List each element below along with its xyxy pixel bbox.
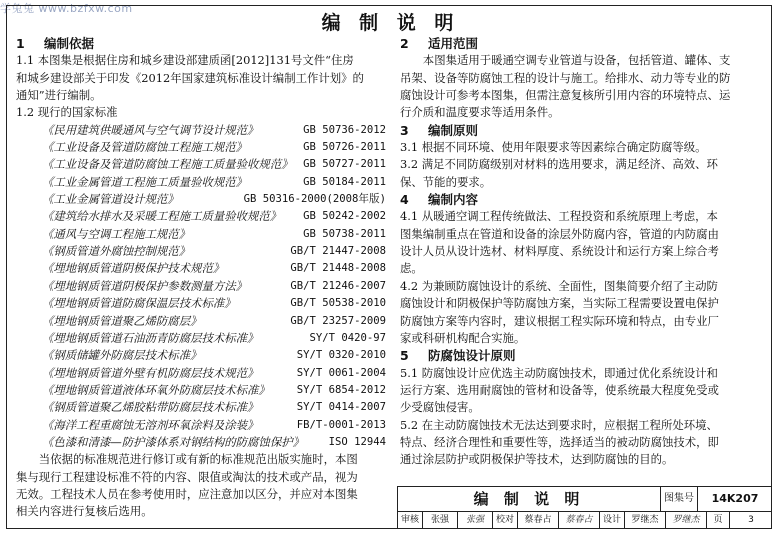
left-column [16, 35, 386, 521]
section-2-line-3: 腐蚀设计可参考本图集，但需注意复核所引用内容的环境特点、运 [400, 88, 731, 103]
standard-code: FB/T-0001-2013 [296, 418, 386, 431]
section-3-item-1: 3.1 根据不同环境、使用年限要求等因素综合确定防腐等级。 [400, 140, 707, 155]
standard-code: GB/T 21448-2008 [290, 262, 386, 275]
paragraph-4-2-line-2: 腐蚀设计和阴极保护等防腐蚀方案，当实际工程需要设置电保护 [400, 296, 719, 311]
section-2-line-2: 吊架、设备等防腐蚀工程的设计与施工。给排水、动力等专业的防 [400, 70, 731, 85]
paragraph-1-1-line-2: 和城乡建设部关于印发《2012年国家建筑标准设计编制工作计划》的 [16, 70, 364, 85]
section-4-heading [400, 191, 760, 208]
title-block [397, 486, 772, 529]
standard-name: 《民用建筑供暖通风与空气调节设计规范》 [42, 122, 259, 137]
paragraph-5-2-line-2: 特点、经济合理性和重要性等，选择适当的被动防腐蚀技术，即 [400, 434, 719, 449]
standard-code: SY/T 6854-2012 [296, 383, 386, 396]
standard-code: GB 50316-2000(2008年版) [243, 193, 386, 206]
standard-code: GB/T 21447-2008 [290, 245, 386, 258]
section-4-number: 4 [400, 192, 409, 208]
section-3-heading [400, 122, 760, 139]
standard-name: 《埋地钢质管道阴极保护技术规范》 [42, 261, 225, 276]
standard-row [16, 417, 386, 434]
design-label: 设计 [600, 512, 625, 529]
standard-row [16, 174, 386, 191]
standard-row [16, 226, 386, 243]
standard-name: 《建筑给水排水及采暖工程施工质量验收规范》 [42, 209, 282, 224]
standard-code: SY/T 0414-2007 [296, 401, 386, 414]
standard-name: 《埋地钢质管道石油沥青防腐层技术标准》 [42, 330, 259, 345]
designer-name: 罗继杰 [625, 512, 666, 529]
section-3-number: 3 [400, 122, 409, 138]
standard-name: 《工业金属管道工程施工质量验收规范》 [42, 174, 248, 189]
paragraph-4-1-line-2: 图集编制重点在管道和设备的涂层外防腐内容，管道的内防腐由 [400, 226, 719, 241]
standard-code: SY/T 0420-97 [309, 331, 386, 344]
atlas-number: 14K207 [711, 492, 759, 505]
section-4-title: 编制内容 [428, 192, 479, 208]
standard-row [16, 243, 386, 260]
standard-name: 《埋地钢质管道外壁有机防腐层技术规范》 [42, 365, 259, 380]
standard-name: 《钢质管道外腐蚀控制规范》 [42, 244, 191, 259]
paragraph-5-1-line-3: 少受腐蚀侵害。 [400, 400, 480, 415]
standard-code: GB/T 23257-2009 [290, 314, 386, 327]
page-number: 3 [748, 515, 754, 525]
section-2-number: 2 [400, 36, 409, 51]
standard-name: 《通风与空调工程施工规范》 [42, 226, 191, 241]
section-5-heading [400, 347, 760, 364]
standard-code: GB 50736-2012 [303, 123, 386, 136]
standard-row [16, 434, 386, 451]
paragraph-4-1-line-1: 4.1 从暖通空调工程传统做法、工程投资和系统原理上考虑，本 [400, 209, 718, 224]
paragraph-1-1-line-3: 通知”进行编制。 [16, 88, 102, 103]
paragraph-4-2-line-1: 4.2 为兼顾防腐蚀设计的系统、全面性，图集简要介绍了主动防 [400, 278, 718, 293]
standard-name: 《工业设备及管道防腐蚀工程施工质量验收规范》 [42, 157, 293, 172]
note-line-1: 当依据的标准规范进行修订或有新的标准规范出版实施时，本图 [38, 452, 358, 467]
atlas-number-label: 图集号 [661, 487, 698, 511]
standard-row [16, 278, 386, 295]
standard-row [16, 191, 386, 208]
standard-code: ISO 12944 [328, 435, 386, 448]
standard-name: 《钢质储罐外防腐层技术标准》 [42, 348, 202, 363]
standard-code: GB/T 21246-2007 [290, 279, 386, 292]
standard-code: GB 50726-2011 [303, 141, 386, 154]
section-3-item-2-cont: 保、节能的要求。 [400, 174, 492, 189]
section-1-title: 编制依据 [44, 36, 95, 51]
checker-name: 蔡春占 [518, 512, 559, 529]
standard-row [16, 208, 386, 225]
standard-code: SY/T 0061-2004 [296, 366, 386, 379]
section-1-heading [16, 35, 386, 52]
note-line-4: 相关内容进行复核后选用。 [16, 504, 153, 519]
standard-name: 《色漆和清漆—防护漆体系对钢结构的防腐蚀保护》 [42, 434, 304, 449]
reviewer-signature: 张强 [458, 512, 493, 529]
section-1-number: 1 [16, 36, 25, 51]
note-line-3: 无效。工程技术人员在参考使用时，应注意加以区分，并应对本图集 [16, 486, 358, 501]
check-label: 校对 [493, 512, 518, 529]
standard-code: GB 50738-2011 [303, 227, 386, 240]
page-label: 页 [707, 512, 730, 529]
standard-row [16, 313, 386, 330]
section-5-title: 防腐蚀设计原则 [428, 348, 516, 364]
checker-signature: 蔡春占 [559, 512, 600, 529]
paragraph-4-2-line-4: 家或科研机构配合实施。 [400, 330, 526, 345]
standard-row [16, 382, 386, 399]
standard-code: SY/T 0320-2010 [296, 349, 386, 362]
standard-name: 《埋地钢质管道液体环氧外防腐层技术标准》 [42, 382, 270, 397]
designer-signature: 罗继杰 [666, 512, 707, 529]
standard-name: 《埋地钢质管道防腐保温层技术标准》 [42, 296, 236, 311]
standard-row [16, 260, 386, 277]
section-2-title: 适用范围 [428, 36, 479, 51]
paragraph-5-1-line-2: 运行方案、选用耐腐蚀的管材和设备等，使系统最大程度免受或 [400, 382, 719, 397]
standard-row [16, 399, 386, 416]
section-2-line-1: 本图集适用于暖通空调专业管道与设备，包括管道、罐体、支 [422, 53, 731, 68]
standard-name: 《海洋工程重腐蚀无溶剂环氧涂料及涂装》 [42, 417, 259, 432]
paragraph-4-2-line-3: 防腐蚀方案等内容时，建议根据工程实际环境和特点，由专业厂 [400, 313, 719, 328]
standard-name: 《工业金属管道设计规范》 [42, 192, 179, 207]
paragraph-5-1-line-1: 5.1 防腐蚀设计应优选主动防腐蚀技术，即通过优化系统设计和 [400, 365, 718, 380]
standard-name: 《工业设备及管道防腐蚀工程施工规范》 [42, 140, 248, 155]
review-label: 审核 [398, 512, 423, 529]
standard-name: 《埋地钢质管道阴极保护参数测量方法》 [42, 278, 248, 293]
standard-code: GB 50184-2011 [303, 175, 386, 188]
standard-code: GB 50727-2011 [303, 158, 386, 171]
note-line-2: 集与现行工程建设标准不符的内容、限值或淘汰的技术或产品，视为 [16, 469, 358, 484]
page-title: 编 制 说 明 [321, 12, 460, 34]
standard-row [16, 330, 386, 347]
section-5-number: 5 [400, 348, 409, 364]
title-block-title: 编 制 说 明 [398, 487, 661, 511]
standard-row [16, 295, 386, 312]
standard-code: GB 50242-2002 [303, 210, 386, 223]
title-block-row-top [398, 487, 772, 512]
standards-list [16, 122, 386, 452]
standard-row [16, 122, 386, 139]
section-2-heading [400, 35, 760, 52]
title-block-row-bottom [398, 512, 772, 529]
standard-row [16, 156, 386, 173]
paragraph-4-1-line-4: 虑。 [400, 261, 423, 276]
paragraph-4-1-line-3: 设计人员从设计选材、材料厚度、系统设计和运行方案上综合考 [400, 244, 719, 259]
right-column [400, 35, 760, 469]
paragraph-1-2: 1.2 现行的国家标准 [16, 105, 118, 120]
standard-row [16, 139, 386, 156]
section-3-item-2: 3.2 满足不同防腐级别对材料的选用要求，满足经济、高效、环 [400, 157, 718, 172]
watermark: 学兔兔 www.bzfxw.com [0, 2, 133, 15]
standard-row [16, 347, 386, 364]
standard-name: 《钢质管道聚乙烯胶粘带防腐层技术标准》 [42, 400, 259, 415]
paragraph-5-2-line-3: 通过涂层防护或阴极保护等技术，达到防腐蚀的目的。 [400, 452, 674, 467]
paragraph-5-2-line-1: 5.2 在主动防腐蚀技术无法达到要求时，应根据工程所处环境、 [400, 417, 718, 432]
section-2-line-4: 行介质和温度要求等适用条件。 [400, 105, 560, 120]
standard-code: GB/T 50538-2010 [290, 297, 386, 310]
paragraph-1-1-line-1: 1.1 本图集是根据住房和城乡建设部建质函[2012]131号文件“住房 [16, 53, 354, 68]
reviewer-name: 张强 [423, 512, 458, 529]
standard-name: 《埋地钢质管道聚乙烯防腐层》 [42, 313, 202, 328]
section-3-title: 编制原则 [428, 122, 479, 138]
standard-row [16, 365, 386, 382]
